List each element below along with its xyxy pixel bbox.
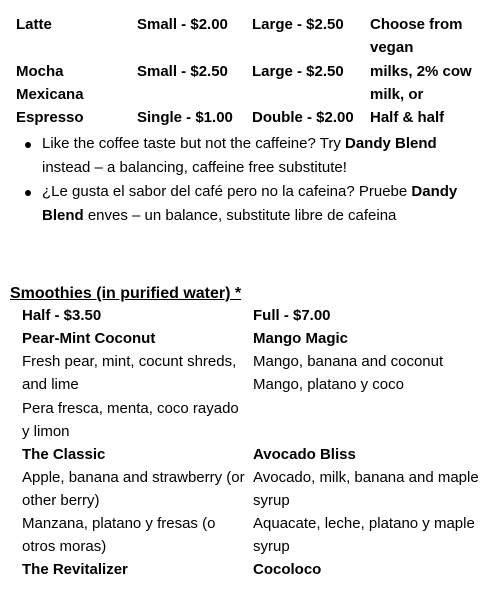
price-large-mocha: Large - $2.50 (252, 63, 344, 80)
item-name-espresso: Espresso (16, 109, 84, 126)
smoothie-desc-en: syrup (253, 492, 290, 509)
price-double-espresso: Double - $2.00 (252, 109, 354, 126)
item-name-latte: Latte (16, 16, 52, 33)
milk-note-line: vegan (370, 39, 414, 56)
smoothie-name: Mango Magic (253, 330, 349, 347)
price-half: Half - $3.50 (22, 307, 102, 324)
smoothie-desc-en: Apple, banana and strawberry (or (22, 469, 245, 486)
smoothie-desc-es: Pera fresca, menta, coco rayado (22, 400, 239, 417)
smoothie-desc-en: Fresh pear, mint, cocunt shreds, (22, 353, 237, 370)
smoothie-name: The Revitalizer (22, 561, 128, 578)
note-bold: Dandy Blend (42, 183, 458, 224)
smoothie-desc-es: otros moras) (22, 538, 107, 555)
smoothie-desc-es: Manzana, platano y fresas (o (22, 515, 216, 532)
note-english (0, 132, 491, 180)
smoothie-desc-en: Avocado, milk, banana and maple (253, 469, 479, 486)
smoothie-desc-es: syrup (253, 538, 290, 555)
milk-note-line: milk, or (370, 86, 424, 103)
smoothie-desc-en: and lime (22, 376, 79, 393)
item-name-mocha: Mocha (16, 63, 64, 80)
smoothie-desc-en: Mango, banana and coconut (253, 353, 444, 370)
note-text: instead – a balancing, caffeine free substitute! (42, 159, 347, 176)
item-name-mocha-line2: Mexicana (16, 86, 84, 103)
note-spanish (0, 180, 491, 228)
smoothie-desc-es: Mango, platano y coco (253, 376, 404, 393)
smoothie-desc-es: y limon (22, 423, 70, 440)
note-text: Like the coffee taste but not the caffeine? Try (42, 135, 345, 152)
smoothie-desc-en: other berry) (22, 492, 100, 509)
note-text: ¿Le gusta el sabor del café pero no la cafeina? Pruebe (42, 183, 412, 200)
milk-note-line: Choose from (370, 16, 463, 33)
smoothie-name: Avocado Bliss (253, 446, 356, 463)
price-large-latte: Large - $2.50 (252, 16, 344, 33)
smoothie-name: Cocoloco (253, 561, 322, 578)
note-text: enves – un balance, substitute libre de cafeina (83, 207, 397, 224)
smoothie-desc-es: Aquacate, leche, platano y maple (253, 515, 475, 532)
price-small-mocha: Small - $2.50 (137, 63, 228, 80)
price-full: Full - $7.00 (253, 307, 331, 324)
smoothie-name: Pear-Mint Coconut (22, 330, 156, 347)
smoothies-heading: Smoothies (in purified water) * (10, 285, 242, 302)
price-small-latte: Small - $2.00 (137, 16, 228, 33)
milk-note-line: Half & half (370, 109, 445, 126)
note-bold: Dandy Blend (344, 135, 437, 152)
dandy-blend-notes (0, 132, 491, 228)
smoothie-name: The Classic (22, 446, 106, 463)
milk-note-line: milks, 2% cow (370, 63, 472, 80)
price-single-espresso: Single - $1.00 (137, 109, 233, 126)
